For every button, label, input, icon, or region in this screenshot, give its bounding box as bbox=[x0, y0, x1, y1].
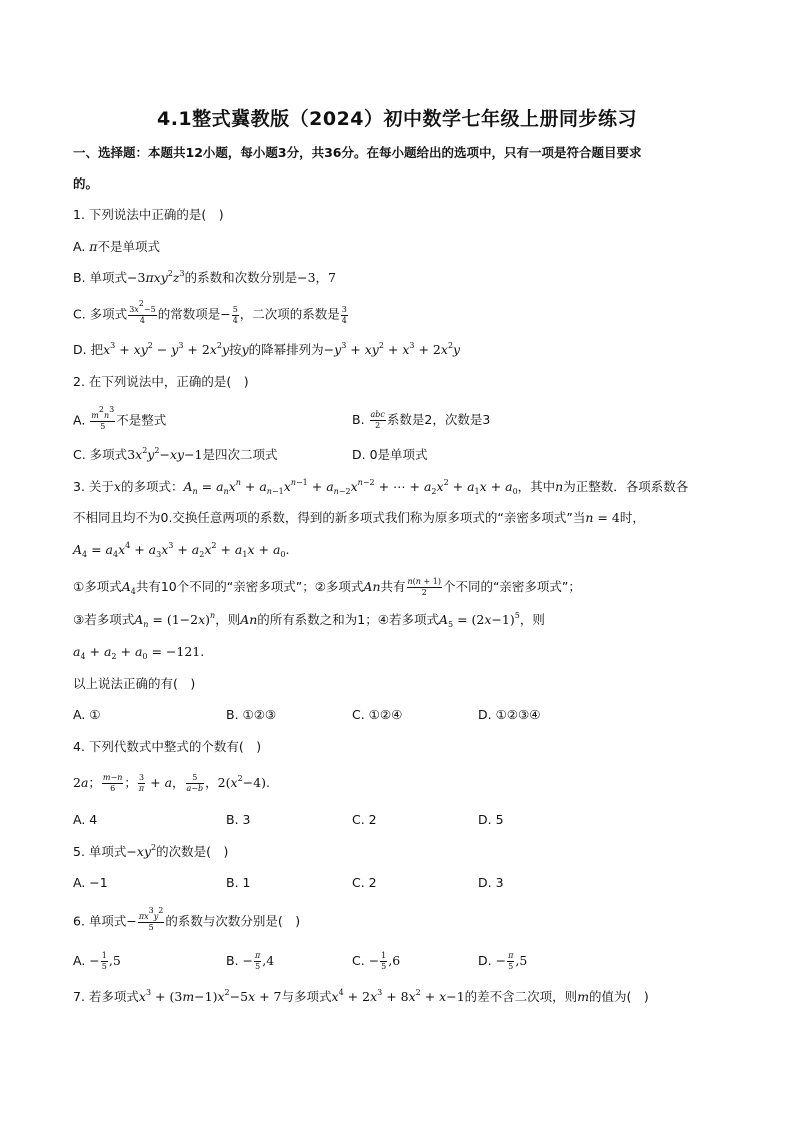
q6-option-b: B. − $\frac{\pi}{5}$ ,4 bbox=[226, 951, 275, 971]
q3-conclusion: 以上说法正确的有( ) bbox=[73, 676, 196, 691]
q4-option-b: B. 3 bbox=[226, 812, 251, 827]
q2-option-b: B. $\frac{\text{abc}}{2}$ 系数是2，次数是3 bbox=[352, 410, 491, 430]
q3-option-a: A. ① bbox=[73, 707, 101, 722]
q6-option-c: C. − $\frac{1}{5}$ ,6 bbox=[352, 951, 401, 971]
q2-option-c: C. 多项式$3x^2y^2-xy-1$是四次二项式 bbox=[73, 446, 278, 462]
q2-option-d: D. 0是单项式 bbox=[352, 447, 428, 462]
q3-statement-1-2: ①多项式$A_4$共有10个不同的“亲密多项式”；②多项式An共有 $\frac{n(n + 1)}{2}$ 个不同的“亲密多项式”； bbox=[73, 577, 581, 597]
q3-line1: 3. 关于x的多项式：$A_n = a_nx^n + a_{n-1}x^{n-1} + a_{n-2}x^{n-2}$ + ⋯ + $a_2x^2 + a_1x + a_0$，其中n为正整数．各项系数各 bbox=[73, 478, 689, 496]
q4-stem: 4. 下列代数式中整式的个数有( ) bbox=[73, 739, 262, 754]
q3-line2: 不相同且均不为0.交换任意两项的系数，得到的新多项式我们称为原多项式的“亲密多项式”当n = 4时， bbox=[73, 510, 645, 525]
section-heading-line1: 一、选择题：本题共12小题，每小题3分，共36分。在每小题给出的选项中，只有一项是符合题目要求 bbox=[73, 145, 642, 160]
q1-option-d: D. 把$x^3 + xy^2 - y^3 + 2x^2y$按y的降幂排列为$-y^3 + xy^2 + x^3 + 2x^2y$ bbox=[73, 341, 461, 357]
q6-option-a: A. − $\frac{1}{5}$ ,5 bbox=[73, 951, 121, 971]
q4-expressions: 2a； $\frac{m-n}{6}$ ； $\frac{3}{\pi}$ + a， $\frac{5}{a-b}$ ，$2(x^2-4)$. bbox=[73, 773, 270, 793]
q4-option-d: D. 5 bbox=[478, 812, 504, 827]
q6-stem: 6. 单项式− $\frac{\pi x^3y^2}{5}$ 的系数与次数分别是( ) bbox=[73, 906, 301, 932]
q4-option-c: C. 2 bbox=[352, 812, 377, 827]
q4-option-a: A. 4 bbox=[73, 812, 98, 827]
q1-option-c: C. 多项式 $\frac{3x^2-5}{4}$ 的常数项是− $\frac{5}{4}$ ，二次项的系数是 $\frac{3}{4}$ bbox=[73, 299, 347, 325]
q5-option-a: A. −1 bbox=[73, 875, 108, 890]
q5-stem: 5. 单项式$-xy^2$的次数是( ) bbox=[73, 843, 229, 859]
q5-option-b: B. 1 bbox=[226, 875, 251, 890]
q3-option-b: B. ①②③ bbox=[226, 707, 277, 722]
q5-option-d: D. 3 bbox=[478, 875, 504, 890]
q5-option-c: C. 2 bbox=[352, 875, 377, 890]
q3-line3: $A_4 = a_4x^4 + a_3x^3 + a_2x^2 + a_1x + a_0$. bbox=[73, 541, 290, 559]
q3-statement-4-cont: $a_4 + a_2 + a_0 = -121$. bbox=[73, 644, 205, 661]
q6-option-d: D. − $\frac{\pi}{5}$ ,5 bbox=[478, 951, 528, 971]
q7-stem: 7. 若多项式$x^3 + (3m-1)x^2-5x + 7$与多项式$x^4 + 2x^3 + 8x^2 + x-1$的差不含二次项，则m的值为( ) bbox=[73, 988, 649, 1004]
section-heading-line2: 的。 bbox=[73, 176, 99, 191]
page-title: 4.1整式冀教版（2024）初中数学七年级上册同步练习 bbox=[156, 108, 638, 130]
q1-stem: 1. 下列说法中正确的是( ) bbox=[73, 207, 224, 222]
q2-stem: 2. 在下列说法中，正确的是( ) bbox=[73, 374, 249, 389]
q1-option-b: B. 单项式$-3\pi xy^2z^3$的系数和次数分别是−3，7 bbox=[73, 269, 336, 285]
q1-option-a: A. π不是单项式 bbox=[73, 239, 161, 254]
q2-option-a: A. $\frac{m^2n^3}{5}$ 不是整式 bbox=[73, 405, 167, 431]
q3-option-c: C. ①②④ bbox=[352, 707, 403, 722]
q3-option-d: D. ①②③④ bbox=[478, 707, 541, 722]
q3-statement-3-4: ③若多项式$A_n = (1-2x)^n$，则An的所有系数之和为1；④若多项式$A_5 = (2x-1)^5$，则 bbox=[73, 611, 545, 629]
